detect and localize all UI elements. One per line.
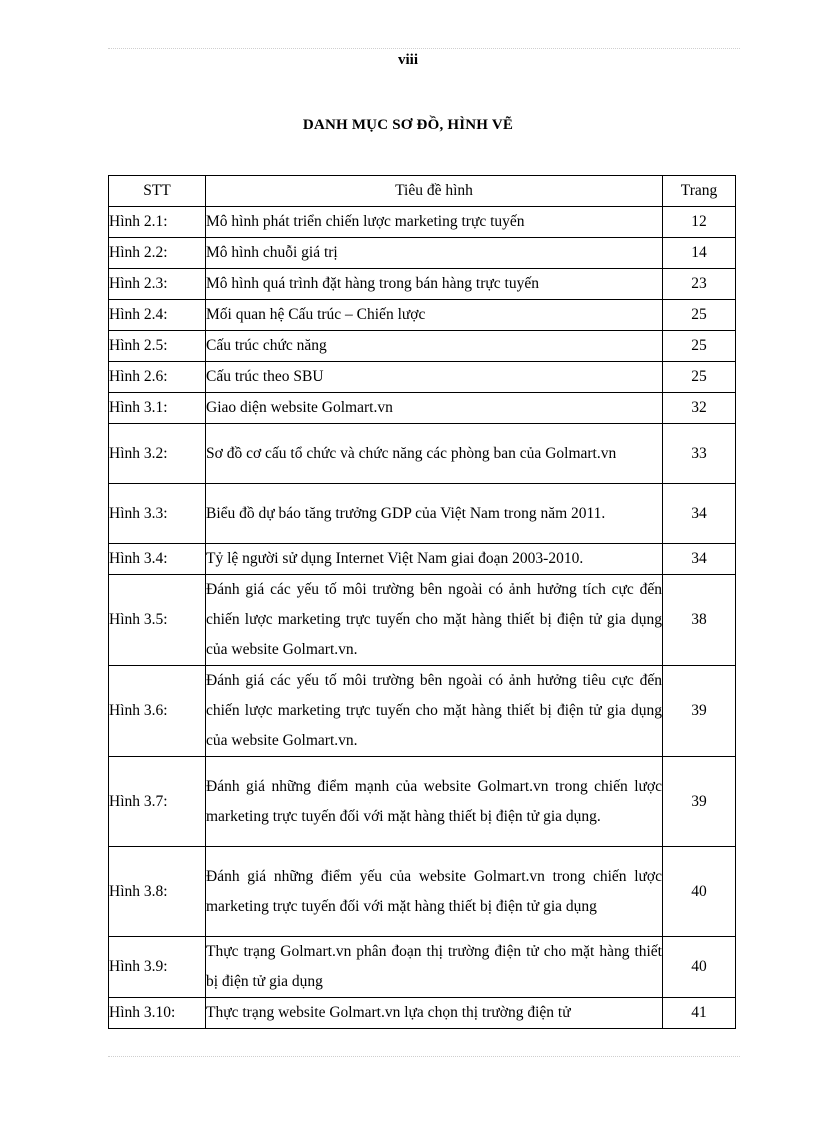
row-page: 14 — [663, 238, 736, 269]
row-title: Mô hình phát triển chiến lược marketing trực tuyến — [206, 207, 663, 238]
table-row — [109, 424, 736, 484]
row-page: 41 — [663, 998, 736, 1029]
bottom-divider — [108, 1056, 740, 1057]
row-title: Mô hình quá trình đặt hàng trong bán hàng trực tuyến — [206, 269, 663, 300]
table-row — [109, 544, 736, 575]
row-title: Đánh giá các yếu tố môi trường bên ngoài có ảnh hưởng tích cực đến chiến lược marketing trực tuyến cho mặt hàng thiết bị điện tử gia dụng của website Golmart.vn. — [206, 575, 663, 666]
row-title: Đánh giá các yếu tố môi trường bên ngoài có ảnh hưởng tiêu cực đến chiến lược marketing trực tuyến cho mặt hàng thiết bị điện tử gia dụng của website Golmart.vn. — [206, 666, 663, 757]
row-page: 33 — [663, 424, 736, 484]
row-page: 12 — [663, 207, 736, 238]
row-title: Thực trạng website Golmart.vn lựa chọn thị trường điện tử — [206, 998, 663, 1029]
table-row — [109, 269, 736, 300]
table-row — [109, 362, 736, 393]
row-title: Biểu đồ dự báo tăng trưởng GDP của Việt Nam trong năm 2011. — [206, 484, 663, 544]
row-page: 40 — [663, 847, 736, 937]
row-title: Mô hình chuỗi giá trị — [206, 238, 663, 269]
row-page: 25 — [663, 331, 736, 362]
table-row — [109, 575, 736, 666]
header-title: Tiêu đề hình — [206, 176, 663, 207]
table-row — [109, 666, 736, 757]
header-stt: STT — [109, 176, 206, 207]
row-stt: Hình 3.7: — [109, 757, 206, 847]
row-title: Đánh giá những điểm yếu của website Golmart.vn trong chiến lược marketing trực tuyến đối với mặt hàng thiết bị điện tử gia dụng — [206, 847, 663, 937]
row-stt: Hình 3.9: — [109, 937, 206, 998]
table-row — [109, 331, 736, 362]
row-page: 40 — [663, 937, 736, 998]
row-stt: Hình 3.8: — [109, 847, 206, 937]
row-stt: Hình 2.1: — [109, 207, 206, 238]
table-row — [109, 300, 736, 331]
row-stt: Hình 3.6: — [109, 666, 206, 757]
row-title: Giao diện website Golmart.vn — [206, 393, 663, 424]
row-stt: Hình 3.4: — [109, 544, 206, 575]
row-title: Cấu trúc chức năng — [206, 331, 663, 362]
row-page: 23 — [663, 269, 736, 300]
table-row — [109, 238, 736, 269]
table-row — [109, 484, 736, 544]
row-page: 25 — [663, 362, 736, 393]
row-title: Thực trạng Golmart.vn phân đoạn thị trường điện tử cho mặt hàng thiết bị điện tử gia dụng — [206, 937, 663, 998]
table-row — [109, 998, 736, 1029]
row-title: Sơ đồ cơ cấu tổ chức và chức năng các phòng ban của Golmart.vn — [206, 424, 663, 484]
table-row — [109, 847, 736, 937]
row-stt: Hình 2.5: — [109, 331, 206, 362]
table-row — [109, 393, 736, 424]
row-title: Cấu trúc theo SBU — [206, 362, 663, 393]
page-title: DANH MỤC SƠ ĐỒ, HÌNH VẼ — [302, 117, 514, 133]
table-row — [109, 757, 736, 847]
header-page: Trang — [663, 176, 736, 207]
row-page: 32 — [663, 393, 736, 424]
row-stt: Hình 2.2: — [109, 238, 206, 269]
row-page: 25 — [663, 300, 736, 331]
page-number: viii — [397, 52, 418, 68]
row-stt: Hình 3.5: — [109, 575, 206, 666]
row-stt: Hình 2.6: — [109, 362, 206, 393]
row-page: 39 — [663, 666, 736, 757]
row-stt: Hình 3.10: — [109, 998, 206, 1029]
row-stt: Hình 3.1: — [109, 393, 206, 424]
row-stt: Hình 3.3: — [109, 484, 206, 544]
row-page: 38 — [663, 575, 736, 666]
row-page: 39 — [663, 757, 736, 847]
row-page: 34 — [663, 484, 736, 544]
table-row — [109, 207, 736, 238]
row-stt: Hình 2.4: — [109, 300, 206, 331]
row-title: Đánh giá những điểm mạnh của website Golmart.vn trong chiến lược marketing trực tuyến đối với mặt hàng thiết bị điện tử gia dụng. — [206, 757, 663, 847]
row-title: Mối quan hệ Cấu trúc – Chiến lược — [206, 300, 663, 331]
row-stt: Hình 3.2: — [109, 424, 206, 484]
figure-list-table — [108, 175, 736, 1029]
table-header-row — [109, 176, 736, 207]
row-page: 34 — [663, 544, 736, 575]
row-title: Tỷ lệ người sử dụng Internet Việt Nam giai đoạn 2003-2010. — [206, 544, 663, 575]
top-divider — [108, 48, 740, 49]
table-row — [109, 937, 736, 998]
row-stt: Hình 2.3: — [109, 269, 206, 300]
